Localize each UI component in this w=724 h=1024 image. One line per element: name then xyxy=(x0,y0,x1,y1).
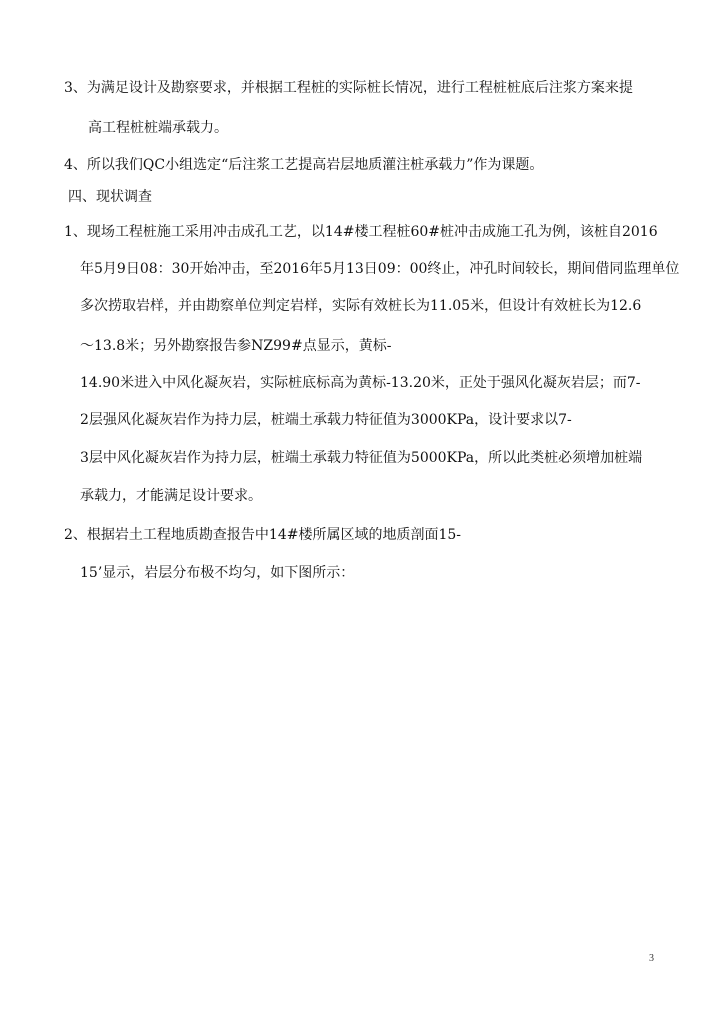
section-heading-status-survey: 四、现状调查 xyxy=(68,189,152,205)
survey-item-1-line-2: 年5月9日08：30开始冲击，至2016年5月13日09：00终止，冲孔时间较长，期间借同监理单位 xyxy=(80,261,680,277)
survey-item-1-line-6: 2层强风化凝灰岩作为持力层，桩端土承载力特征值为3000KPa，设计要求以7- xyxy=(80,412,572,428)
paragraph-3-line-1: 3、为满足设计及勘察要求，并根据工程桩的实际桩长情况，进行工程桩桩底后注浆方案来提 xyxy=(64,80,633,96)
survey-item-1-line-8: 承载力，才能满足设计要求。 xyxy=(80,488,262,504)
survey-item-1-line-4: ～13.8米；另外勘察报告参NZ99#点显示，黄标- xyxy=(80,338,392,354)
survey-item-1-line-7: 3层中风化凝灰岩作为持力层，桩端土承载力特征值为5000KPa，所以此类桩必须增加桩端 xyxy=(80,450,643,466)
survey-item-2-line-2: 15’显示，岩层分布极不均匀，如下图所示： xyxy=(80,565,355,581)
survey-item-1-line-3: 多次捞取岩样，并由勘察单位判定岩样，实际有效桩长为11.05米，但设计有效桩长为12.6 xyxy=(80,298,642,314)
survey-item-1-line-1: 1、现场工程桩施工采用冲击成孔工艺，以14#楼工程桩60#桩冲击成施工孔为例，该桩自2016 xyxy=(64,224,658,240)
survey-item-1-line-5: 14.90米进入中风化凝灰岩，实际桩底标高为黄标-13.20米，正处于强风化凝灰岩层；而7- xyxy=(80,375,641,391)
paragraph-3-line-2: 高工程桩桩端承载力。 xyxy=(88,120,228,136)
survey-item-2-line-1: 2、根据岩土工程地质勘查报告中14#楼所属区域的地质剖面15- xyxy=(64,527,461,543)
paragraph-4-line-1: 4、所以我们QC小组选定“后注浆工艺提高岩层地质灌注桩承载力”作为课题。 xyxy=(64,157,544,173)
page-number: 3 xyxy=(649,953,654,964)
